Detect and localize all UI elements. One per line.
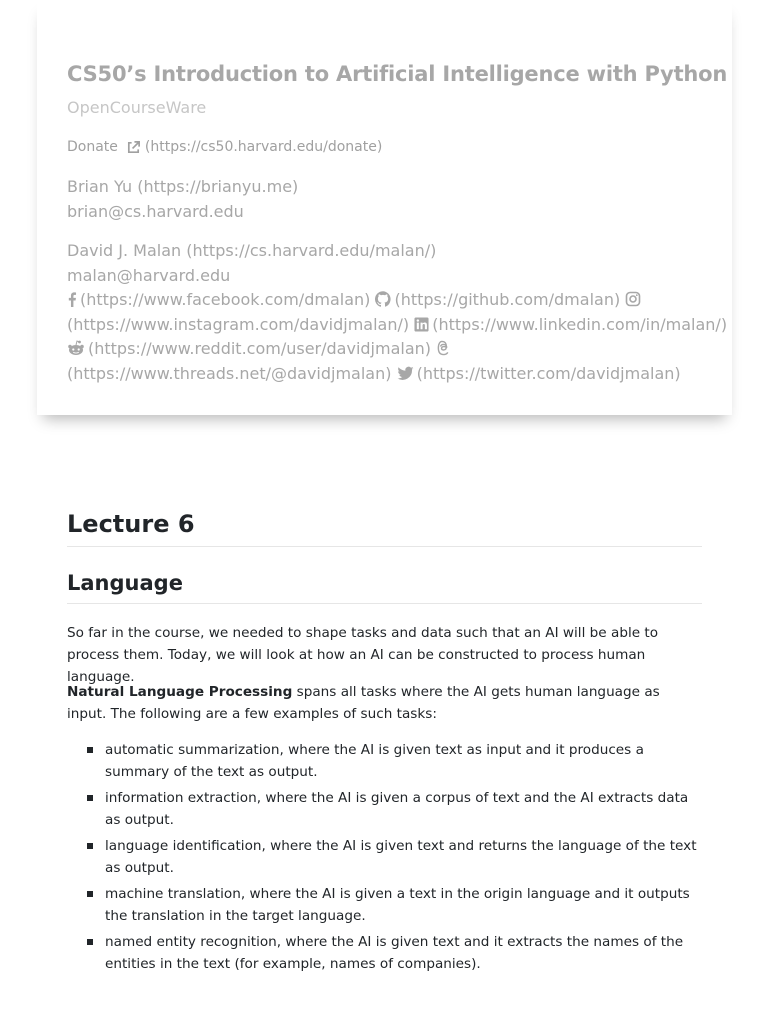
lecture-heading: Lecture 6 bbox=[67, 510, 702, 547]
list-item-text: machine translation, where the AI is given a text in the origin language and it outputs the translation in the target language. bbox=[105, 886, 690, 924]
facebook-url[interactable]: (https://www.facebook.com/dmalan) bbox=[80, 290, 371, 309]
bullet-marker bbox=[87, 843, 93, 849]
donate-label[interactable]: Donate bbox=[67, 139, 118, 155]
list-item bbox=[67, 931, 702, 975]
linkedin-icon bbox=[414, 317, 429, 332]
twitter-link[interactable] bbox=[397, 364, 681, 383]
bullet-marker bbox=[87, 891, 93, 897]
facebook-icon bbox=[67, 292, 77, 307]
threads-icon bbox=[436, 340, 451, 356]
list-item bbox=[67, 739, 702, 783]
social-row-3 bbox=[67, 337, 727, 362]
external-link-icon bbox=[126, 140, 141, 155]
social-row-1 bbox=[67, 288, 727, 313]
author-david bbox=[67, 239, 727, 386]
nlp-task-list bbox=[67, 739, 702, 979]
facebook-link[interactable] bbox=[67, 290, 375, 309]
nlp-description: spans all tasks where the AI gets human language as input. The following are a few examples of such tasks: bbox=[67, 684, 660, 722]
social-row-2 bbox=[67, 313, 727, 338]
list-item-text: automatic summarization, where the AI is given text as input and it produces a summary of the text as output. bbox=[105, 742, 644, 780]
author-brian bbox=[67, 175, 298, 224]
nlp-term: Natural Language Processing bbox=[67, 684, 293, 700]
bullet-marker bbox=[87, 747, 93, 753]
list-item-text: information extraction, where the AI is given a corpus of text and the AI extracts data as output. bbox=[105, 790, 689, 828]
github-icon bbox=[375, 291, 391, 307]
social-row-4 bbox=[67, 362, 727, 387]
list-item bbox=[67, 835, 702, 879]
list-item-text: language identification, where the AI is given text and returns the language of the text as output. bbox=[105, 838, 697, 876]
twitter-icon bbox=[397, 366, 414, 381]
reddit-url[interactable]: (https://www.reddit.com/user/davidjmalan) bbox=[88, 339, 432, 358]
instagram-icon bbox=[625, 291, 641, 307]
bullet-marker bbox=[87, 939, 93, 945]
bullet-marker bbox=[87, 795, 93, 801]
twitter-url[interactable]: (https://twitter.com/davidjmalan) bbox=[416, 363, 681, 383]
reddit-icon bbox=[67, 340, 85, 356]
author-email[interactable]: malan@harvard.edu bbox=[67, 265, 231, 285]
donate-url[interactable]: (https://cs50.harvard.edu/donate) bbox=[144, 139, 383, 155]
github-link[interactable] bbox=[375, 290, 625, 309]
threads-url[interactable]: (https://www.threads.net/@davidjmalan) bbox=[67, 363, 392, 383]
section-heading-language: Language bbox=[67, 571, 702, 604]
list-item bbox=[67, 787, 702, 831]
github-url[interactable]: (https://github.com/dmalan) bbox=[394, 290, 621, 309]
instagram-link[interactable] bbox=[625, 290, 644, 309]
org-name[interactable]: OpenCourseWare bbox=[67, 98, 207, 117]
author-name-link[interactable]: David J. Malan (https://cs.harvard.edu/malan/) bbox=[67, 241, 437, 260]
list-item-text: named entity recognition, where the AI is given text and it extracts the names of the entities in the text (for example, names of companies). bbox=[105, 934, 684, 972]
nlp-paragraph bbox=[67, 681, 702, 725]
reddit-link[interactable] bbox=[67, 339, 436, 358]
author-email[interactable]: brian@cs.harvard.edu bbox=[67, 201, 244, 221]
linkedin-link[interactable] bbox=[414, 315, 727, 334]
linkedin-url[interactable]: (https://www.linkedin.com/in/malan/) bbox=[432, 314, 728, 334]
course-title[interactable]: CS50’s Introduction to Artificial Intelligence with Python bbox=[67, 62, 728, 86]
intro-paragraph: So far in the course, we needed to shape tasks and data such that an AI will be able to process them. Today, we will look at how an AI can be constructed to process human language. bbox=[67, 625, 659, 685]
donate-link[interactable] bbox=[67, 139, 382, 155]
threads-link[interactable] bbox=[436, 339, 454, 358]
author-name-link[interactable]: Brian Yu (https://brianyu.me) bbox=[67, 177, 299, 196]
instagram-url[interactable]: (https://www.instagram.com/davidjmalan/) bbox=[67, 314, 410, 334]
list-item bbox=[67, 883, 702, 927]
